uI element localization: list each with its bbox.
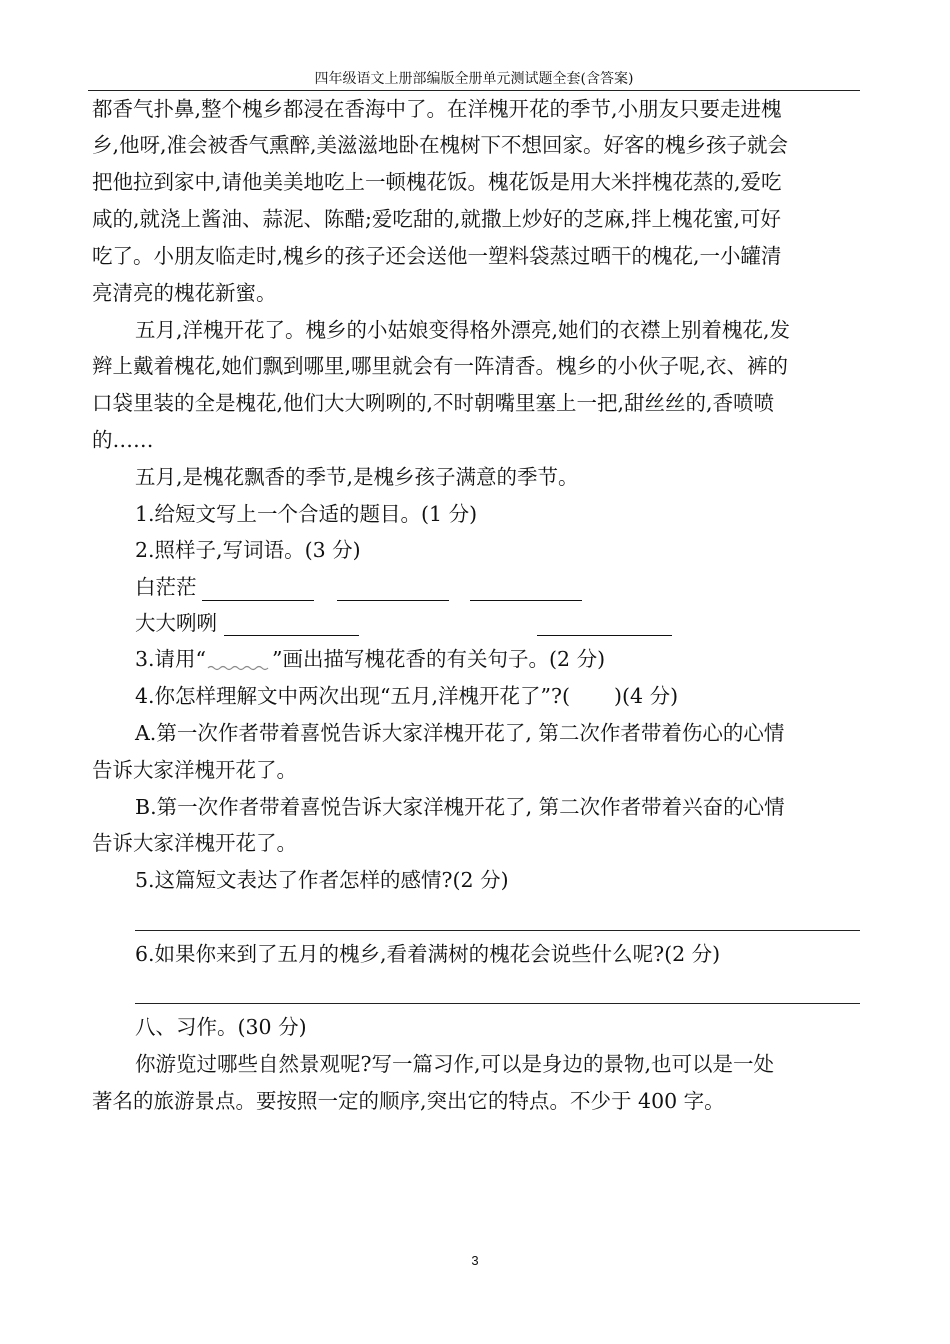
answer-line[interactable] xyxy=(135,930,860,931)
passage-line: 吃了。小朋友临走时,槐乡的孩子还会送他一塑料袋蒸过晒干的槐花,一小罐清 xyxy=(92,244,782,268)
option-a: A.第一次作者带着喜悦告诉大家洋槐开花了, 第二次作者带着伤心的心情 xyxy=(135,721,785,745)
passage-line: 把他拉到家中,请他美美地吃上一顿槐花饭。槐花饭是用大米拌槐花蒸的,爱吃 xyxy=(92,170,782,194)
answer-line[interactable] xyxy=(135,1003,860,1004)
answer-blank[interactable] xyxy=(470,600,582,601)
passage-line: 的…… xyxy=(92,428,154,452)
header-divider xyxy=(88,90,860,91)
question-3-text-before: 3.请用“ xyxy=(135,647,207,671)
page-number: 3 xyxy=(471,1253,479,1268)
question-5: 5.这篇短文表达了作者怎样的感情?(2 分) xyxy=(135,868,509,892)
passage-line: 都香气扑鼻,整个槐乡都浸在香海中了。在洋槐开花的季节,小朋友只要走进槐 xyxy=(92,97,782,121)
composition-prompt-continued: 著名的旅游景点。要按照一定的顺序,突出它的特点。不少于 400 字。 xyxy=(92,1089,725,1113)
passage-line: 亮清亮的槐花新蜜。 xyxy=(92,281,277,305)
question-2: 2.照样子,写词语。(3 分) xyxy=(135,538,361,562)
question-1: 1.给短文写上一个合适的题目。(1 分) xyxy=(135,502,478,526)
passage-line: 咸的,就浇上酱油、蒜泥、陈醋;爱吃甜的,就撒上炒好的芝麻,拌上槐花蜜,可好 xyxy=(92,207,781,231)
question-3 xyxy=(135,647,862,671)
wavy-underline-sample xyxy=(206,648,272,666)
answer-blank[interactable] xyxy=(537,635,672,636)
option-b-continued: 告诉大家洋槐开花了。 xyxy=(92,831,297,855)
answer-blank[interactable] xyxy=(202,600,314,601)
composition-heading: 八、习作。(30 分) xyxy=(135,1015,307,1039)
option-b: B.第一次作者带着喜悦告诉大家洋槐开花了, 第二次作者带着兴奋的心情 xyxy=(135,795,785,819)
answer-blank[interactable] xyxy=(337,600,449,601)
page-header-title: 四年级语文上册部编版全册单元测试题全套(含答案) xyxy=(314,71,634,87)
question-4 xyxy=(135,684,862,708)
passage-line: 口袋里装的全是槐花,他们大大咧咧的,不时朝嘴里塞上一把,甜丝丝的,香喷喷 xyxy=(92,391,775,415)
question-4-text-before: 4.你怎样理解文中两次出现“五月,洋槐开花了”?( xyxy=(135,684,571,708)
answer-blank[interactable] xyxy=(224,635,359,636)
word-example-1: 白茫茫 xyxy=(135,575,197,599)
option-a-continued: 告诉大家洋槐开花了。 xyxy=(92,758,297,782)
passage-line: 五月,是槐花飘香的季节,是槐乡孩子满意的季节。 xyxy=(135,465,579,489)
question-6: 6.如果你来到了五月的槐乡,看着满树的槐花会说些什么呢?(2 分) xyxy=(135,942,721,966)
passage-line: 乡,他呀,准会被香气熏醉,美滋滋地卧在槐树下不想回家。好客的槐乡孩子就会 xyxy=(92,133,789,157)
passage-line: 辫上戴着槐花,她们飘到哪里,哪里就会有一阵清香。槐乡的小伙子呢,衣、裤的 xyxy=(92,354,789,378)
question-3-text-after: ”画出描写槐花香的有关句子。(2 分) xyxy=(272,647,606,671)
word-example-2: 大大咧咧 xyxy=(135,611,217,635)
composition-prompt: 你游览过哪些自然景观呢?写一篇习作,可以是身边的景物,也可以是一处 xyxy=(135,1052,775,1076)
question-4-text-after: )(4 分) xyxy=(614,684,679,708)
passage-line: 五月,洋槐开花了。槐乡的小姑娘变得格外漂亮,她们的衣襟上别着槐花,发 xyxy=(135,318,791,342)
